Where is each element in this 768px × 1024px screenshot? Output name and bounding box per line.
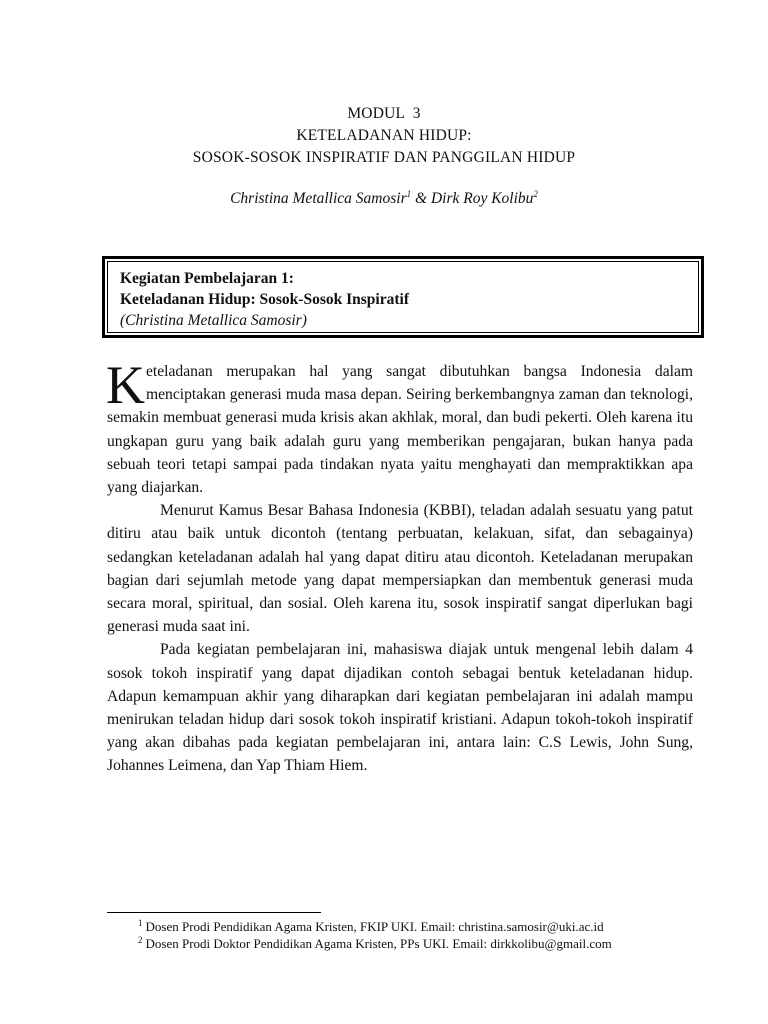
paragraph-1 [106, 355, 693, 499]
footnote-1-text: Dosen Prodi Pendidikan Agama Kristen, FKIP UKI. Email: christina.samosir@uki.ac.id [145, 919, 604, 934]
footnote-2 [138, 935, 612, 952]
footnote-2-text: Dosen Prodi Doktor Pendidikan Agama Kristen, PPs UKI. Email: dirkkolibu@gmail.com [145, 936, 612, 951]
module-title-block [0, 103, 768, 169]
footnote-1 [138, 918, 612, 935]
learning-activity-box [102, 256, 704, 338]
author-2-footnote-mark: 2 [533, 188, 538, 199]
drop-cap-letter: K [106, 355, 145, 415]
activity-author: (Christina Metallica Samosir) [120, 312, 307, 329]
footnote-2-mark: 2 [138, 934, 143, 945]
author-2-name: Dirk Roy Kolibu [430, 190, 534, 207]
paragraph-1-text: eteladanan merupakan hal yang sangat dibutuhkan bangsa Indonesia dalam menciptakan generasi muda masa depan. Seiring berkembangnya zaman dan teknologi, semakin membuat generasi muda krisis akan akhlak, moral, dan budi pekerti. Oleh karena itu ungkapan guru yang baik adalah guru yang memberikan pengajaran, bukan hanya pada sebuah teori tetapi sampai pada tindakan nyata yaitu menghayati dan mempraktikkan apa yang diajarkan. [107, 363, 693, 497]
authors-line [0, 190, 768, 208]
learning-activity-box-inner [107, 261, 699, 333]
paragraph-3: Pada kegiatan pembelajaran ini, mahasiswa diajak untuk mengenal lebih dalam 4 sosok tokoh inspiratif yang dapat dijadikan contoh sebagai bentuk keteladanan hidup. Adapun kemampuan akhir yang diharapkan dari kegiatan pembelajaran ini adalah mampu menirukan teladan hidup dari sosok tokoh inspiratif kristiani. Adapun tokoh-tokoh inspiratif yang akan dibahas pada kegiatan pembelajaran ini, antara lain: C.S Lewis, John Sung, Johannes Leimena, dan Yap Thiam Hiem. [107, 641, 693, 775]
author-1-name: Christina Metallica Samosir [230, 190, 407, 207]
author-1-footnote-mark: 1 [406, 188, 412, 199]
module-number: MODUL 3 [347, 105, 421, 122]
paragraph-2: Menurut Kamus Besar Bahasa Indonesia (KBBI), teladan adalah sesuatu yang patut ditiru atau baik untuk dicontoh (tentang perbuatan, kelakuan, sifat, dan sebagainya) sedangkan keteladanan adalah hal yang dapat ditiru atau dicontoh. Keteladanan merupakan bagian dari sejumlah metode yang dapat mempersiapkan dan membentuk generasi muda secara moral, spiritual, dan sosial. Oleh karena itu, sosok inspiratif sangat diperlukan bagi generasi muda saat ini. [107, 502, 693, 636]
activity-heading: Kegiatan Pembelajaran 1: [120, 270, 294, 287]
footnote-1-mark: 1 [138, 917, 143, 928]
activity-subheading: Keteladanan Hidup: Sosok-Sosok Inspiratif [120, 291, 409, 308]
footnote-separator-rule [107, 912, 321, 913]
module-title-line-1: KETELADANAN HIDUP: [296, 127, 472, 144]
footnotes [138, 918, 612, 952]
module-title-line-2: SOSOK-SOSOK INSPIRATIF DAN PANGGILAN HIDUP [192, 149, 576, 166]
author-separator: & [411, 190, 431, 207]
body-text [106, 355, 693, 778]
